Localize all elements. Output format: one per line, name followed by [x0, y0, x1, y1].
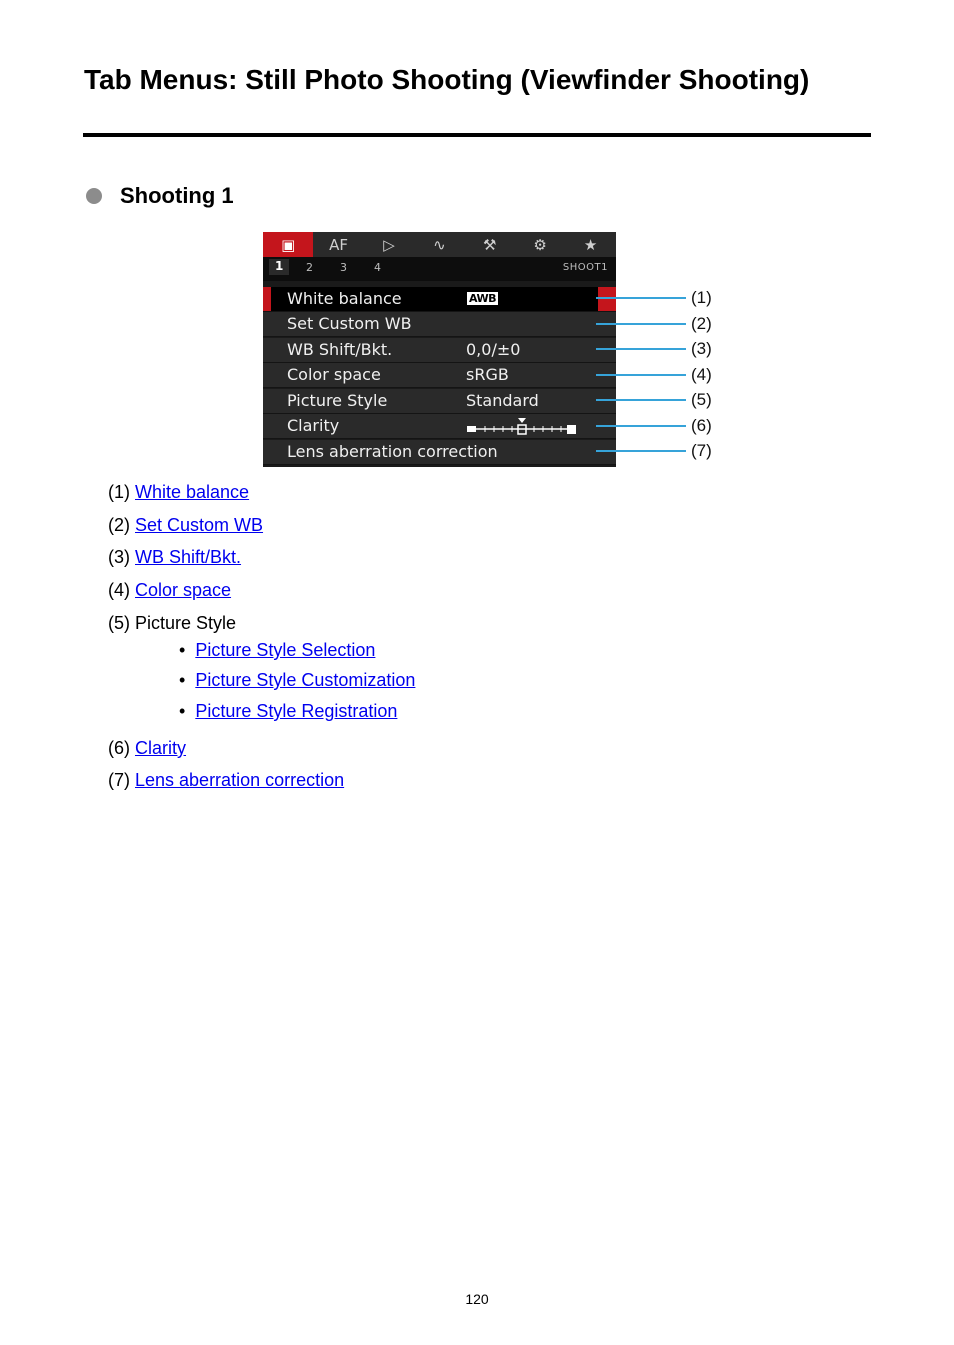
star-icon: ★: [583, 235, 598, 254]
item-number: (5): [108, 613, 135, 633]
row-label: Lens aberration correction: [287, 442, 498, 461]
link-picture-style-registration[interactable]: Picture Style Registration: [195, 701, 398, 721]
link-set-custom-wb[interactable]: Set Custom WB: [135, 515, 264, 535]
row-value: sRGB: [466, 365, 509, 384]
link-color-space[interactable]: Color space: [135, 580, 232, 600]
bullet-icon: •: [179, 701, 196, 721]
page-number: 120: [465, 1291, 489, 1307]
list-item: [108, 738, 186, 759]
link-clarity[interactable]: Clarity: [135, 738, 187, 758]
callout-number: (7): [691, 441, 712, 460]
row-label: Color space: [287, 365, 381, 384]
wireless-icon: ∿: [433, 235, 446, 254]
link-lens-aberration-correction[interactable]: Lens aberration correction: [135, 770, 345, 790]
menu-row-picture-style: [263, 389, 616, 414]
callout-line: [596, 450, 686, 452]
section-bullet-icon: [86, 188, 102, 204]
selection-marker-right: [598, 287, 616, 311]
sub-tab-3: 3: [340, 261, 347, 274]
row-label: Set Custom WB: [287, 314, 412, 333]
menu-row-lens-aberration: [263, 440, 616, 465]
row-label: Picture Style: [287, 391, 388, 410]
callout-line: [596, 399, 686, 401]
wrench-icon: ⚒: [483, 235, 497, 254]
custom-functions-icon: ⚙: [533, 235, 547, 254]
item-number: (3): [108, 547, 135, 567]
section-title: Shooting 1: [120, 183, 234, 208]
menu-page-label: SHOOT1: [562, 262, 608, 273]
menu-row-color-space: [263, 363, 616, 388]
item-number: (6): [108, 738, 135, 758]
bullet-icon: •: [179, 640, 196, 660]
link-wb-shift-bkt[interactable]: WB Shift/Bkt.: [135, 547, 242, 567]
callout-line: [596, 374, 686, 376]
camera-icon: ▣: [263, 232, 313, 257]
row-label: White balance: [287, 289, 402, 308]
callout-number: (6): [691, 416, 712, 435]
row-label: Clarity: [287, 416, 340, 435]
sub-tab-1: 1: [269, 259, 289, 275]
menu-row-clarity: [263, 414, 616, 439]
callout-line: [596, 425, 686, 427]
sub-tab-2: 2: [306, 261, 313, 274]
menu-row-wb-shift: [263, 338, 616, 363]
callout-number: (3): [691, 339, 712, 358]
sub-list-item: [179, 670, 415, 691]
link-picture-style-customization[interactable]: Picture Style Customization: [195, 670, 416, 690]
list-item: [108, 770, 344, 791]
link-white-balance[interactable]: White balance: [135, 482, 250, 502]
camera-main-tabs: [263, 232, 616, 257]
bullet-icon: •: [179, 670, 196, 690]
af-icon: AF: [329, 235, 349, 254]
playback-icon: ▷: [383, 235, 395, 254]
item-number: (2): [108, 515, 135, 535]
list-item: [108, 547, 241, 568]
sub-list-item: [179, 701, 397, 722]
menu-row-set-custom-wb: [263, 312, 616, 337]
list-item: [108, 580, 231, 601]
item-number: (4): [108, 580, 135, 600]
sub-tab-4: 4: [374, 261, 381, 274]
row-value: Standard: [466, 391, 539, 410]
camera-menu-screenshot: [263, 232, 616, 467]
title-underline: [83, 133, 871, 137]
awb-icon: AWB: [469, 292, 497, 305]
menu-row-white-balance: [263, 287, 616, 312]
list-item: [108, 613, 236, 634]
page-title: Tab Menus: Still Photo Shooting (Viewfinder Shooting): [84, 64, 810, 95]
picture-style-label: Picture Style: [135, 613, 237, 633]
selection-marker: [263, 287, 271, 311]
list-item: [108, 482, 249, 503]
callout-line: [596, 348, 686, 350]
row-label: WB Shift/Bkt.: [287, 340, 393, 359]
item-number: (1): [108, 482, 135, 502]
callout-number: (5): [691, 390, 712, 409]
link-picture-style-selection[interactable]: Picture Style Selection: [195, 640, 376, 660]
item-number: (7): [108, 770, 135, 790]
sub-list-item: [179, 640, 375, 661]
clarity-scale-icon: [466, 418, 578, 436]
camera-sub-tabs: [263, 257, 616, 281]
callout-number: (4): [691, 365, 712, 384]
row-value: 0,0/±0: [466, 340, 521, 359]
callout-number: (1): [691, 288, 712, 307]
callout-line: [596, 297, 686, 299]
callout-number: (2): [691, 314, 712, 333]
callout-line: [596, 323, 686, 325]
list-item: [108, 515, 263, 536]
section-heading: [86, 181, 234, 211]
